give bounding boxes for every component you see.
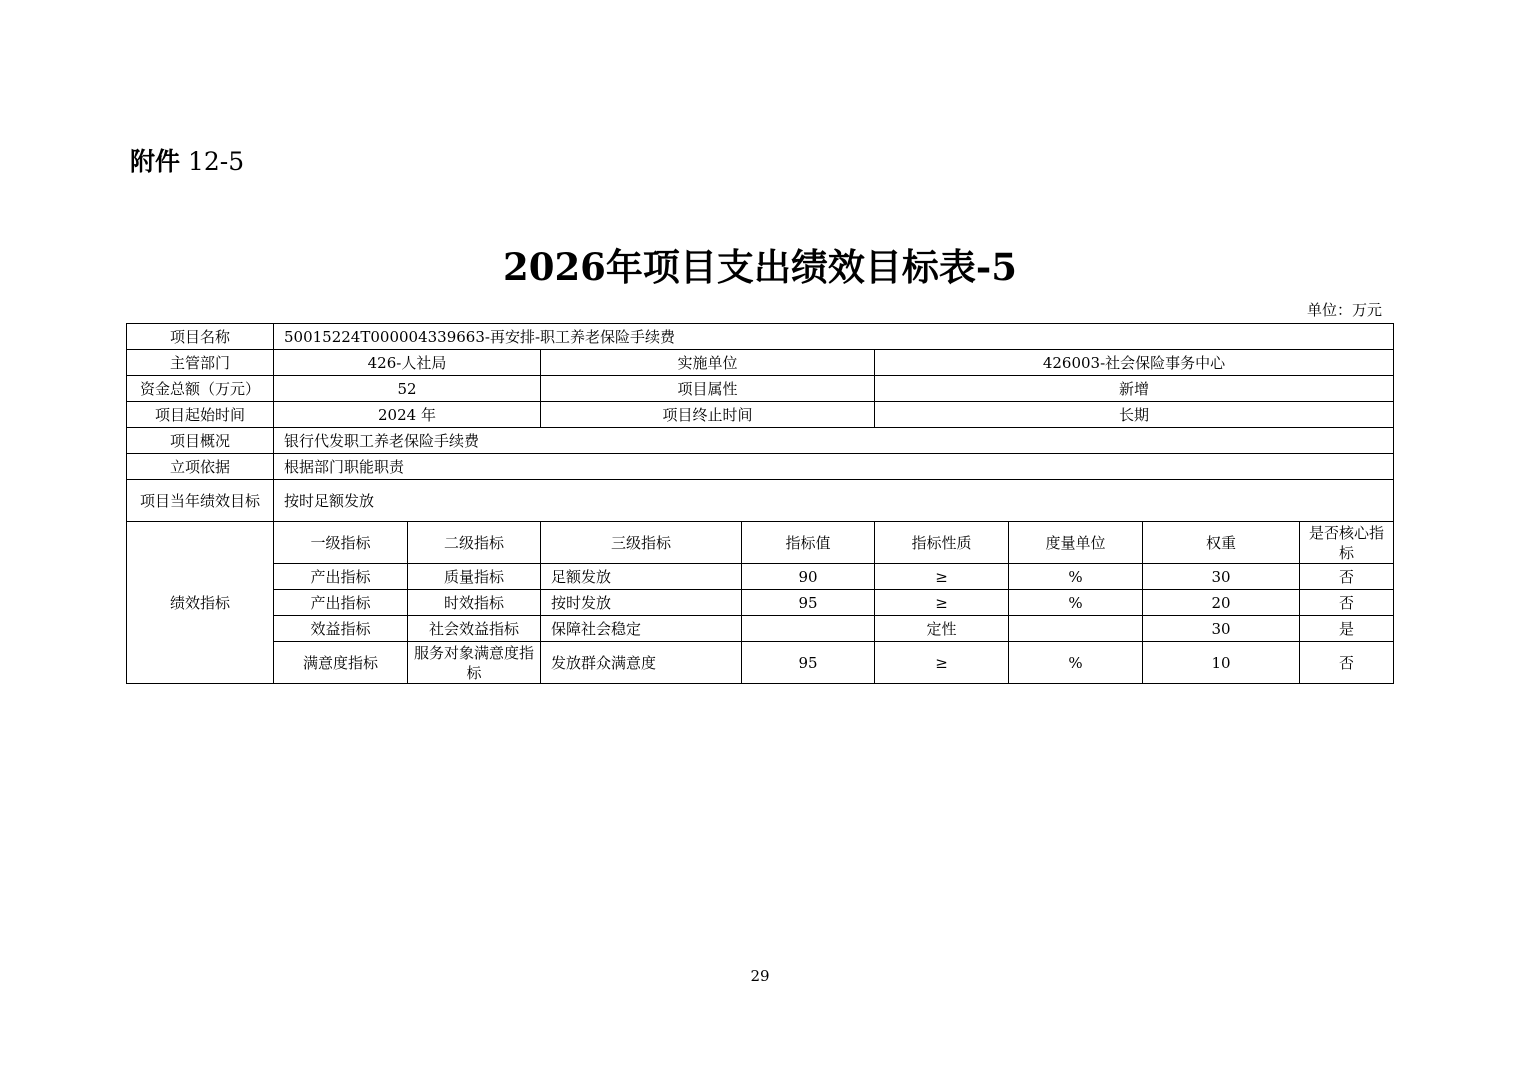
project-name-row [127, 324, 1394, 350]
indicator-weight: 10 [1143, 642, 1300, 684]
basis-value: 根据部门职能职责 [274, 454, 1394, 480]
indicator-core: 是 [1300, 616, 1394, 642]
project-name-value: 50015224T000004339663-再安排-职工养老保险手续费 [274, 324, 1394, 350]
indicator-row [127, 642, 1394, 684]
implementing-unit-label: 实施单位 [541, 350, 875, 376]
indicator-level3: 保障社会稳定 [541, 616, 742, 642]
department-row [127, 350, 1394, 376]
fund-row [127, 376, 1394, 402]
implementing-unit-value: 426003-社会保险事务中心 [875, 350, 1394, 376]
indicator-core: 否 [1300, 642, 1394, 684]
fund-total-label: 资金总额（万元） [127, 376, 274, 402]
indicator-nature: 定性 [875, 616, 1009, 642]
start-time-value: 2024 年 [274, 402, 541, 428]
indicator-level1: 产出指标 [274, 590, 408, 616]
project-attribute-label: 项目属性 [541, 376, 875, 402]
header-level1: 一级指标 [274, 522, 408, 564]
indicator-unit: % [1009, 590, 1143, 616]
department-value: 426-人社局 [274, 350, 541, 376]
end-time-label: 项目终止时间 [541, 402, 875, 428]
overview-row [127, 428, 1394, 454]
indicator-nature: ≥ [875, 564, 1009, 590]
overview-label: 项目概况 [127, 428, 274, 454]
overview-value: 银行代发职工养老保险手续费 [274, 428, 1394, 454]
indicator-unit: % [1009, 642, 1143, 684]
indicator-weight: 20 [1143, 590, 1300, 616]
annual-goal-label: 项目当年绩效目标 [127, 480, 274, 522]
indicator-row [127, 616, 1394, 642]
performance-target-table [126, 323, 1394, 684]
indicator-weight: 30 [1143, 616, 1300, 642]
header-level2: 二级指标 [408, 522, 541, 564]
indicator-unit: % [1009, 564, 1143, 590]
header-weight: 权重 [1143, 522, 1300, 564]
indicator-level1: 产出指标 [274, 564, 408, 590]
indicator-level3: 足额发放 [541, 564, 742, 590]
indicator-value: 90 [742, 564, 875, 590]
indicator-level3: 发放群众满意度 [541, 642, 742, 684]
indicators-section-label: 绩效指标 [127, 522, 274, 684]
indicator-level3: 按时发放 [541, 590, 742, 616]
end-time-value: 长期 [875, 402, 1394, 428]
header-level3: 三级指标 [541, 522, 742, 564]
indicator-core: 否 [1300, 564, 1394, 590]
indicator-weight: 30 [1143, 564, 1300, 590]
basis-label: 立项依据 [127, 454, 274, 480]
header-value: 指标值 [742, 522, 875, 564]
indicator-row [127, 590, 1394, 616]
unit-label: 单位：万元 [1306, 301, 1382, 319]
header-core: 是否核心指标 [1300, 522, 1394, 564]
indicator-level1: 满意度指标 [274, 642, 408, 684]
project-name-label: 项目名称 [127, 324, 274, 350]
indicator-level2: 时效指标 [408, 590, 541, 616]
attachment-prefix: 附件 [130, 147, 181, 176]
indicator-level2: 服务对象满意度指标 [408, 642, 541, 684]
fund-total-value: 52 [274, 376, 541, 402]
indicator-value: 95 [742, 642, 875, 684]
attachment-number: 12-5 [187, 147, 245, 176]
header-unit: 度量单位 [1009, 522, 1143, 564]
page-number: 29 [750, 967, 770, 985]
indicator-level2: 社会效益指标 [408, 616, 541, 642]
indicator-core: 否 [1300, 590, 1394, 616]
attachment-label [130, 144, 244, 180]
time-row [127, 402, 1394, 428]
indicator-value: 95 [742, 590, 875, 616]
indicator-level2: 质量指标 [408, 564, 541, 590]
indicator-row [127, 564, 1394, 590]
department-label: 主管部门 [127, 350, 274, 376]
start-time-label: 项目起始时间 [127, 402, 274, 428]
indicator-value [742, 616, 875, 642]
page-title: 2026年项目支出绩效目标表-5 [502, 245, 1018, 289]
annual-goal-value: 按时足额发放 [274, 480, 1394, 522]
annual-goal-row [127, 480, 1394, 522]
indicator-nature: ≥ [875, 590, 1009, 616]
project-attribute-value: 新增 [875, 376, 1394, 402]
header-nature: 指标性质 [875, 522, 1009, 564]
indicator-unit [1009, 616, 1143, 642]
basis-row [127, 454, 1394, 480]
indicator-header-row [127, 522, 1394, 564]
indicator-nature: ≥ [875, 642, 1009, 684]
indicator-level1: 效益指标 [274, 616, 408, 642]
